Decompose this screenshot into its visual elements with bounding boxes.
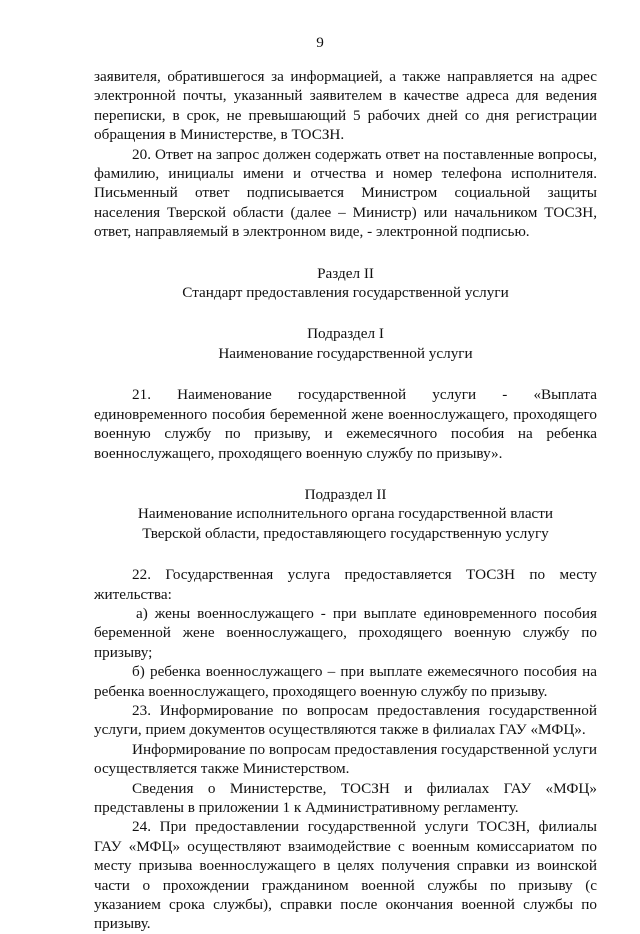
paragraph-24: 24. При предоставлении государственной услуги ТОСЗН, филиалы ГАУ «МФЦ» осуществляют взаимодействие с военным комиссариатом по месту призыва военнослужащего в целях получения справки из воинской части о прохождении гражданином военной службы по призыву (с указанием срока службы), справки после окончания военной службы по призыву. <box>94 818 597 933</box>
paragraph-23: 23. Информирование по вопросам предоставления государственной услуги, прием документов осуществляются также в филиалах ГАУ «МФЦ». <box>94 701 597 739</box>
document-body <box>94 67 597 934</box>
subsection-1-title: Наименование государственной услуги <box>218 344 473 362</box>
paragraph-23-info: Информирование по вопросам предоставления государственной услуги осуществляется также Министерством. <box>94 740 597 778</box>
subsection-2-title-line-1: Наименование исполнительного органа государственной власти <box>137 505 554 523</box>
paragraph-continuation: заявителя, обратившегося за информацией, а также направляется на адрес электронной почты, указанный заявителем в качестве адреса для ведения переписки, в срок, не превышающий 5 рабочих дней со дня регистрации обращения в Министерстве, в ТОСЗН. <box>94 68 597 144</box>
subsection-1-label: Подраздел I <box>307 325 384 343</box>
subsection-2-title-line-2: Тверской области, предоставляющего государственную услугу <box>142 524 549 542</box>
paragraph-22: 22. Государственная услуга предоставляется ТОСЗН по месту жительства: <box>94 566 597 603</box>
paragraph-23-details: Сведения о Министерстве, ТОСЗН и филиалах ГАУ «МФЦ» представлены в приложении 1 к Административному регламенту. <box>94 779 597 816</box>
paragraph-20: 20. Ответ на запрос должен содержать ответ на поставленные вопросы, фамилию, инициалы имени и отчества и номер телефона исполнителя. Письменный ответ подписывается Министром социальной защиты населения Тверской области (далее – Министр) или начальником ТОСЗН, ответ, направляемый в электронном виде, - электронной подписью. <box>94 145 597 241</box>
section-title: Стандарт предоставления государственной услуги <box>182 284 509 302</box>
subsection-2-label: Подраздел II <box>304 485 387 503</box>
paragraph-21: 21. Наименование государственной услуги - «Выплата единовременного пособия беременной жене военнослужащего, проходящего военную службу по призыву, и ежемесячного пособия на ребенка военнослужащего, проходящего военную службу по призыву». <box>94 386 597 462</box>
section-label: Раздел II <box>317 264 374 282</box>
page-number: 9 <box>316 34 324 51</box>
paragraph-22-b: б) ребенка военнослужащего – при выплате ежемесячного пособия на ребенка военнослужащего, проходящего военную службу по призыву. <box>94 663 597 700</box>
paragraph-22-a: а) жены военнослужащего - при выплате единовременного пособия беременной жене военнослужащего, проходящего военную службу по призыву; <box>94 604 597 661</box>
